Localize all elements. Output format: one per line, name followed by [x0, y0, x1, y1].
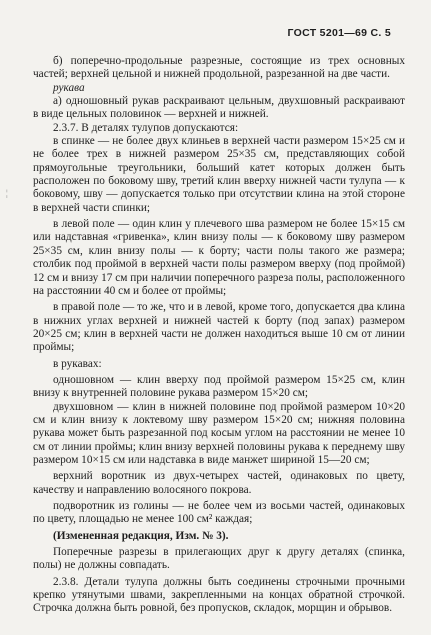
margin-mark: ¦ [6, 188, 8, 198]
section-heading: 2.3.7. В деталях тулупов допускаются: [53, 121, 239, 134]
paragraph: в спинке — не более двух клиньев в верхней части размером 15×25 см и не более трех в нижней размером 25×35 см, представляющих собой прямоугольные треугольники, больший катет которых должен быть расположен по боковому шву, третий клин вверху нижней части тулупа — к боковому, шву — допускается только при отсутствии клина на этой стороне в верхней части спинки; [33, 135, 405, 214]
paragraph: подворотник из голины — не более чем из восьми частей, одинаковых по цвету, площадью не менее 100 см² каждая; [33, 500, 405, 526]
amendment-note: (Измененная редакция, Изм. № 3). [53, 529, 229, 542]
paragraph: в правой поле — то же, что и в левой, кроме того, допускается два клина в нижних углах верхней и нижней частей к борту (под запах) размером 20×25 см; клин в верхней части не должен находиться выше 10 см от линии проймы; [33, 301, 405, 354]
page-header: ГОСТ 5201—69 С. 5 [287, 27, 391, 39]
document-body [33, 55, 405, 616]
paragraph: одношовном — клин вверху под проймой размером 15×25 см, клин внизу к внутренней половине рукава размером 15×20 см; [33, 373, 405, 400]
paragraph: верхний воротник из двух-четырех частей, одинаковых по цвету, качеству и направлению волосяного покрова. [33, 470, 405, 496]
paragraph: в левой поле — один клин у плечевого шва размером не более 15×15 см или надставная «гривенка», клин внизу полы — к боковому шву размером 25×35 см, клин внизу полы — к борту; части полы такого же размера; столбик под проймой в верхней части полы размером вверху (под проймой) 12 см и внизу 17 см при наличии поперечного разреза полы, расположенного на расстоянии 40 см и более от проймы; [33, 218, 405, 297]
section-subheading: рукава [53, 81, 85, 94]
paragraph: а) одношовный рукав раскраивают цельным, двухшовный раскраивают в виде цельных половинок — верхней и нижней. [33, 95, 405, 121]
paragraph: двухшовном — клин в нижней половине под проймой размером 10×20 см и клин внизу к локтевому шву размером 15×20 см; нижняя половина рукава может быть разрезанной под косым углом на расстоянии не менее 10 см от линии проймы; клин внизу верхней половины рукава к переднему шву размером 10×15 см или надставка в виде манжет шириной 15—20 см; [33, 400, 405, 466]
paragraph: б) поперечно-продольные разрезные, состоящие из трех основных частей; верхней цельной и нижней продольной, разрезанной на две части. [33, 55, 405, 81]
section-paragraph: 2.3.8. Детали тулупа должны быть соединены строчными прочными крепко утянутыми швами, закрепленными на концах обратной строчкой. Строчка должна быть ровной, без пропусков, складок, морщин и обрывов. [33, 575, 405, 615]
paragraph: Поперечные разрезы в прилегающих друг к другу деталях (спинка, полы) не должны совпадать. [33, 546, 405, 572]
paragraph: в рукавах: [53, 357, 102, 370]
